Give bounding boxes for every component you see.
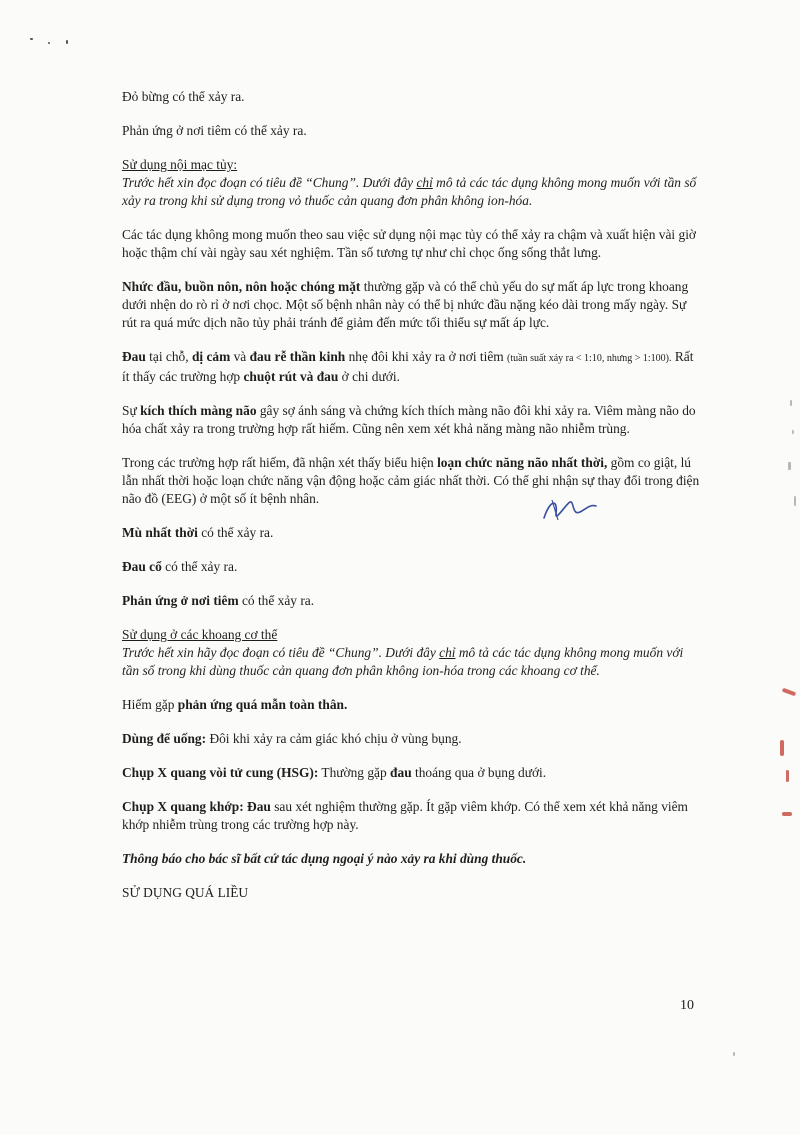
frequency-note: (tuần suất xảy ra < 1:10, nhưng > 1:100). xyxy=(507,353,672,364)
body-text: thường gặp và có thể chủ yếu do sự mất áp lực trong khoang dưới nhện do rò rỉ ở nơi chọc. Một số bệnh nhân này có thể bị nhức đầu nặng kéo dài trong mấy ngày. Sự rút ra quá mức dịch não tủy phải tránh để giảm đến mức tối thiểu sự mất áp lực. xyxy=(122,279,689,330)
body-text: Trong các trường hợp rất hiếm, đã nhận xét thấy biểu hiện xyxy=(122,455,438,470)
cavity-intro xyxy=(122,644,700,680)
scan-mark xyxy=(733,1052,735,1056)
bold-term: Dùng để uống: xyxy=(122,731,207,746)
scan-mark xyxy=(792,430,794,434)
paragraph-neck-pain xyxy=(122,558,700,576)
bold-term: Đau xyxy=(122,349,146,364)
bold-term: kích thích màng não xyxy=(140,403,257,418)
bold-term: Mù nhất thời xyxy=(122,525,198,540)
body-text: có thể xảy ra. xyxy=(161,559,238,574)
intrathecal-intro xyxy=(122,174,700,210)
paragraph-local-pain xyxy=(122,348,700,386)
paragraph-meningeal xyxy=(122,402,700,438)
body-text: Rất ít thấy các trường hợp xyxy=(122,349,694,384)
paragraph-oral xyxy=(122,730,700,748)
body-text: gồm co giật, lú lẫn nhất thời hoặc loạn chức năng vận động hoặc cảm giác nhất thời. Có thể ghi nhận sự thay đổi trong điện não đồ (EEG) ở một số ít bệnh nhân. xyxy=(122,455,700,506)
page-number: 10 xyxy=(680,998,694,1013)
intro-emphasis: chỉ xyxy=(416,175,433,190)
body-text: và xyxy=(230,349,250,364)
body-text: Đôi khi xảy ra cảm giác khó chịu ở vùng bụng. xyxy=(206,731,462,746)
body-text: Thường gặp xyxy=(318,765,391,780)
scan-mark xyxy=(780,740,784,756)
document-body xyxy=(122,88,700,918)
body-text: ở chi dưới. xyxy=(338,369,400,384)
paragraph-headache xyxy=(122,278,700,332)
scan-mark xyxy=(782,812,792,816)
bold-term: Chụp X quang khớp: xyxy=(122,799,244,814)
scan-mark xyxy=(794,496,796,506)
intro-text: mô tả các tác dụng không mong muốn với tần số trong khi dùng thuốc cản quang đơn phân không ion-hóa trong các khoang cơ thể. xyxy=(122,645,684,678)
section-heading-text: Sử dụng ở các khoang cơ thể xyxy=(122,627,278,642)
bold-term: chuột rút và đau xyxy=(243,369,339,384)
paragraph-notify-doctor: Thông báo cho bác sĩ bất cứ tác dụng ngoại ý nào xảy ra khi dùng thuốc. xyxy=(122,851,527,866)
scan-speck xyxy=(30,38,33,40)
section-heading-overdose: SỬ DỤNG QUÁ LIỀU xyxy=(122,885,249,900)
bold-term: loạn chức năng não nhất thời, xyxy=(437,455,608,470)
body-text: tại chỗ, xyxy=(145,349,192,364)
intro-text: mô tả các tác dụng không mong muốn với tần số xảy ra trong khi sử dụng trong vỏ thuốc cản quang đơn phân không ion-hóa. xyxy=(122,175,697,208)
intro-emphasis: chỉ xyxy=(439,645,456,660)
scan-speck xyxy=(66,40,68,44)
paragraph-brain-dysfunction xyxy=(122,454,700,508)
scan-mark xyxy=(790,400,792,406)
paragraph-hypersensitivity xyxy=(122,696,700,714)
bold-term: Phản ứng ở nơi tiêm xyxy=(122,593,239,608)
body-text: có thể xảy ra. xyxy=(238,593,315,608)
paragraph-delayed-effects: Các tác dụng không mong muốn theo sau việc sử dụng nội mạc tủy có thể xảy ra chậm và xuất hiện vài giờ hoặc thậm chí vài ngày sau xét nghiệm. Tần số tương tự như chỉ chọc ống sống thắt lưng. xyxy=(122,227,696,260)
body-text: Sự xyxy=(122,403,141,418)
section-heading-cavity xyxy=(122,626,700,644)
section-heading-intrathecal xyxy=(122,156,700,174)
paragraph-blindness xyxy=(122,524,700,542)
body-text: Hiếm gặp xyxy=(122,697,178,712)
bold-term: Nhức đầu, buồn nôn, nôn hoặc chóng mặt xyxy=(122,279,361,294)
body-text: nhẹ đôi khi xảy ra ở nơi tiêm xyxy=(345,349,508,364)
bold-term: đau xyxy=(390,765,412,780)
bold-term: Đau cổ xyxy=(122,559,162,574)
body-text: gây sợ ánh sáng và chứng kích thích màng não đôi khi xảy ra. Viêm màng não do hóa chất xảy ra trong trường hợp rất hiếm. Cũng nên xem xét khả năng màng não nhiễm trùng. xyxy=(122,403,696,436)
body-text: sau xét nghiệm thường gặp. Ít gặp viêm khớp. Có thể xem xét khả năng viêm khớp nhiễm trùng trong các trường hợp này. xyxy=(122,799,688,832)
bold-term: Đau xyxy=(243,799,271,814)
scan-speck xyxy=(48,42,50,44)
paragraph-site-reaction xyxy=(122,592,700,610)
scan-mark xyxy=(786,770,789,782)
bold-term: dị cảm xyxy=(191,349,231,364)
section-heading-text: Sử dụng nội mạc tủy: xyxy=(122,157,238,172)
bold-term: đau rễ thần kinh xyxy=(249,349,346,364)
bold-term: Chụp X quang vòi tử cung (HSG): xyxy=(122,765,319,780)
paragraph-arthrography xyxy=(122,798,700,834)
scan-mark xyxy=(788,462,791,470)
body-text: thoáng qua ở bụng dưới. xyxy=(411,765,547,780)
body-text: có thể xảy ra. xyxy=(197,525,274,540)
intro-text: Trước hết xin đọc đoạn có tiêu đề “Chung”. Dưới đây xyxy=(122,175,417,190)
intro-text: Trước hết xin hãy đọc đoạn có tiêu đề “Chung”. Dưới đây xyxy=(122,645,440,660)
paragraph-flushing: Đỏ bừng có thể xảy ra. xyxy=(122,89,245,104)
paragraph-hsg xyxy=(122,764,700,782)
bold-term: phản ứng quá mẫn toàn thân. xyxy=(177,697,348,712)
scan-mark xyxy=(782,688,797,697)
paragraph-injection-site: Phản ứng ở nơi tiêm có thể xảy ra. xyxy=(122,123,307,138)
